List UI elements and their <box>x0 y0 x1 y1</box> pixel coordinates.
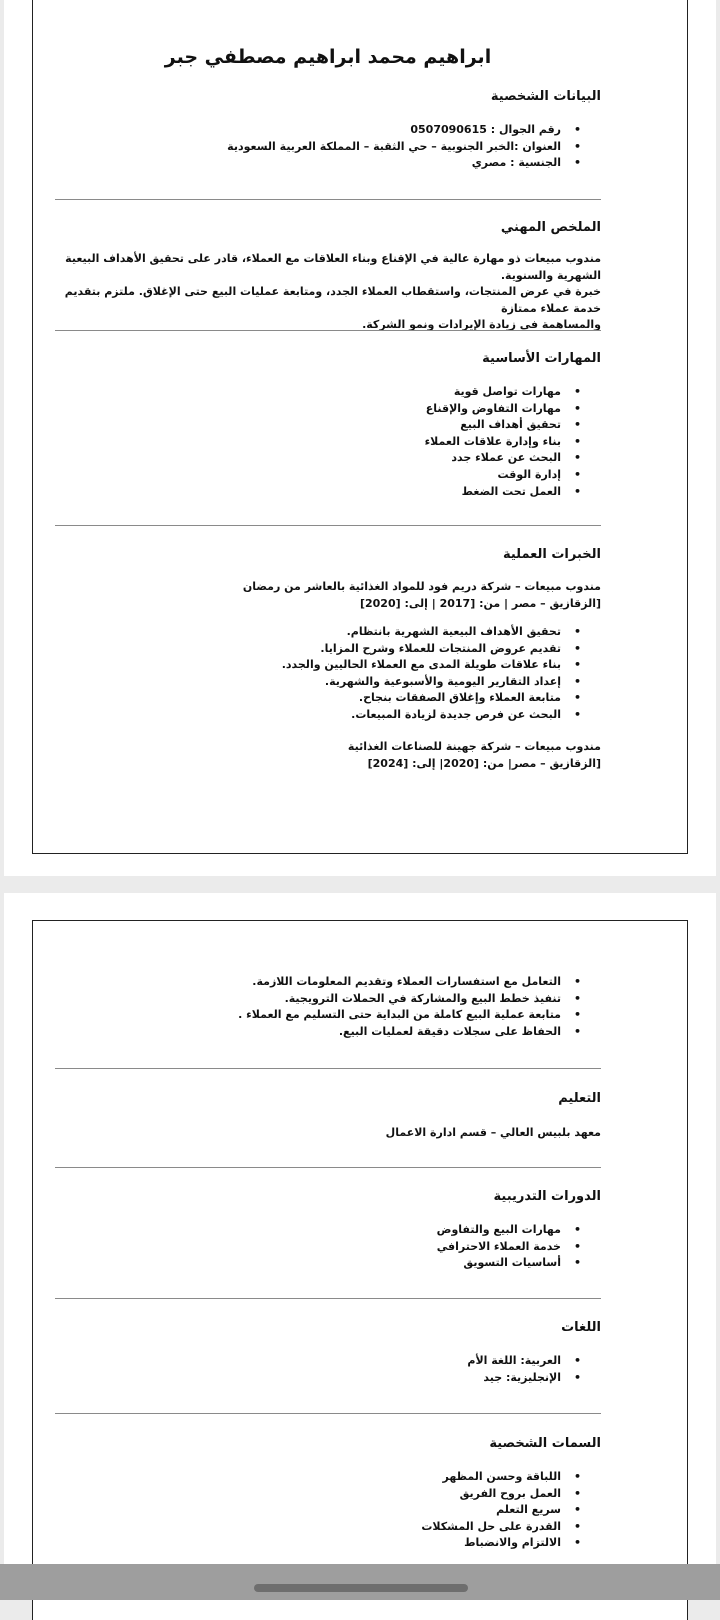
list-item: • الحفاظ على سجلات دقيقة لعمليات البيع. <box>55 1024 561 1041</box>
traits-list <box>55 1469 601 1552</box>
section-divider <box>55 1298 601 1299</box>
list-item: • اللباقة وحسن المظهر <box>55 1469 561 1486</box>
list-item: • أساسيات التسويق <box>55 1255 561 1272</box>
list-item: • تنفيذ خطط البيع والمشاركة في الحملات الترويجية. <box>55 991 561 1008</box>
list-item: • تحقيق الأهداف البيعية الشهرية بانتظام. <box>55 624 561 641</box>
list-item: • إدارة الوقت <box>55 467 561 484</box>
job-location-dates: [الزقازيق – مصر | من: [2017 | إلى: [2020] <box>359 597 601 610</box>
list-item: • تحقيق أهداف البيع <box>55 417 561 434</box>
list-item: • متابعة عملية البيع كاملة من البداية حتى التسليم مع العملاء . <box>55 1007 561 1024</box>
list-item: • بناء وإدارة علاقات العملاء <box>55 434 561 451</box>
list-item: • القدرة على حل المشكلات <box>55 1519 561 1536</box>
section-divider <box>55 199 601 200</box>
list-item: • بناء علاقات طويلة المدى مع العملاء الحاليين والجدد. <box>55 657 561 674</box>
section-divider <box>55 1413 601 1414</box>
summary-paragraph <box>55 251 601 334</box>
section-title-courses: الدورات التدريبية <box>493 1189 601 1204</box>
list-item: • الالتزام والانضباط <box>55 1535 561 1552</box>
list-item: • إعداد التقارير اليومية والأسبوعية والشهرية. <box>55 674 561 691</box>
section-divider <box>55 525 601 526</box>
list-item: • مهارات البيع والتفاوض <box>55 1222 561 1239</box>
list-item: • العربية: اللغة الأم <box>55 1353 561 1370</box>
section-summary <box>55 219 601 334</box>
section-languages <box>55 1319 601 1386</box>
list-item: • رقم الجوال : 0507090615 <box>55 122 561 139</box>
summary-line: والمساهمة في زيادة الإيرادات ونمو الشركة. <box>362 318 601 331</box>
education-line: معهد بلبيس العالي – قسم ادارة الاعمال <box>385 1126 601 1139</box>
personal-list <box>55 122 601 172</box>
list-item: • العمل بروح الفريق <box>55 1486 561 1503</box>
job-1-duties <box>55 624 601 724</box>
languages-list <box>55 1353 601 1386</box>
list-item: • مهارات التفاوض والإقناع <box>55 401 561 418</box>
section-title-traits: السمات الشخصية <box>489 1436 601 1451</box>
section-skills <box>55 350 601 500</box>
list-item: • مهارات تواصل قوية <box>55 384 561 401</box>
section-experience <box>55 546 601 772</box>
list-item: • خدمة العملاء الاحترافي <box>55 1239 561 1256</box>
section-title-languages: اللغات <box>561 1320 601 1335</box>
list-item: • سريع التعلم <box>55 1502 561 1519</box>
list-item: • البحث عن فرص جديدة لزيادة المبيعات. <box>55 707 561 724</box>
section-title-skills: المهارات الأساسية <box>482 351 601 366</box>
list-item: • العنوان :الخبر الجنوبية – حي الثقبة – المملكة العربية السعودية <box>55 139 561 156</box>
section-title-experience: الخبرات العملية <box>502 547 601 562</box>
summary-line: مندوب مبيعات ذو مهارة عالية في الإقناع وبناء العلاقات مع العملاء، قادر على تحقيق الأهداف البيعية الشهرية والسنوية. <box>65 252 601 282</box>
job-2 <box>55 738 601 772</box>
list-item: • العمل تحت الضغط <box>55 484 561 501</box>
list-item: • تقديم عروض المنتجات للعملاء وشرح المزايا. <box>55 641 561 658</box>
list-item: • الإنجليزية: جيد <box>55 1370 561 1387</box>
section-title-summary: الملخص المهني <box>500 220 601 235</box>
job-1 <box>55 578 601 724</box>
bottom-toolbar <box>0 1564 720 1600</box>
section-title-education: التعليم <box>558 1091 601 1106</box>
job-2-duties <box>55 974 601 1040</box>
skills-list <box>55 384 601 500</box>
resume-name: ابراهيم محمد ابراهيم مصطفي جبر <box>164 46 492 68</box>
list-item: • التعامل مع استفسارات العملاء وتقديم المعلومات اللازمة. <box>55 974 561 991</box>
job-title-line: مندوب مبيعات – شركة جهينة للصناعات الغذائية <box>347 739 601 753</box>
resume-name-block <box>55 44 601 70</box>
job-2-duties-block <box>55 974 601 1040</box>
list-item: • الجنسية : مصري <box>55 155 561 172</box>
section-personal <box>55 88 601 172</box>
section-courses <box>55 1188 601 1272</box>
courses-list <box>55 1222 601 1272</box>
summary-line: خبرة في عرض المنتجات، واستقطاب العملاء الجدد، ومتابعة عمليات البيع حتى الإغلاق. ملتزم بتقديم خدمة عملاء ممتازة <box>64 285 601 315</box>
home-indicator-handle[interactable] <box>254 1584 468 1592</box>
section-traits <box>55 1435 601 1552</box>
job-title-line: مندوب مبيعات – شركة دريم فود للمواد الغذائية بالعاشر من رمضان <box>242 580 601 593</box>
section-title-personal: البيانات الشخصية <box>490 89 601 104</box>
job-location-dates: [الزقازيق – مصر| من: [2020| إلى: [2024] <box>367 756 601 770</box>
section-divider <box>55 1167 601 1168</box>
section-education <box>55 1090 601 1141</box>
list-item: • البحث عن عملاء جدد <box>55 450 561 467</box>
section-divider <box>55 1068 601 1069</box>
section-divider <box>55 330 601 331</box>
list-item: • متابعة العملاء وإغلاق الصفقات بنجاح. <box>55 690 561 707</box>
